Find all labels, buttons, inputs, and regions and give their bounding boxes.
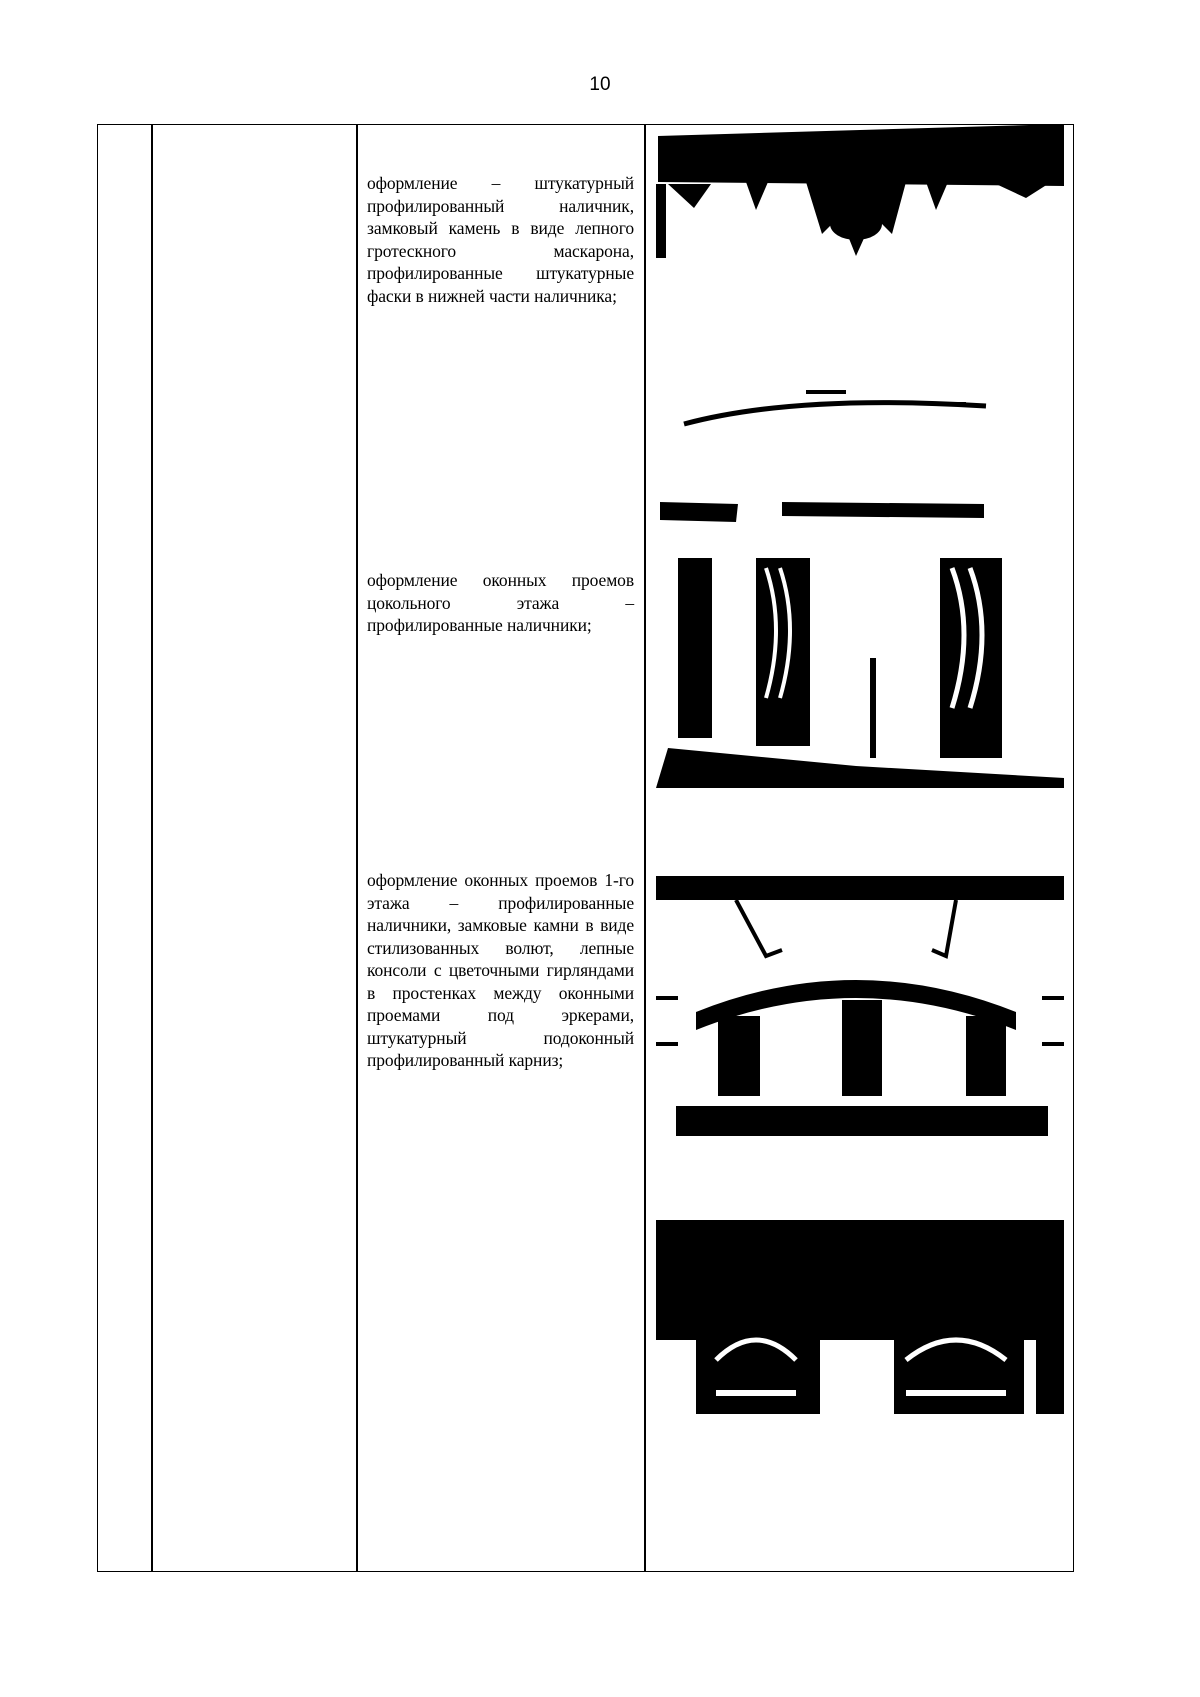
bay-window-garland-photo-icon: [656, 1220, 1064, 1414]
basement-windows-photo-icon: [656, 498, 1064, 788]
column-divider-1: [151, 124, 153, 1572]
column-divider-3: [644, 124, 646, 1572]
column-divider-2: [356, 124, 358, 1572]
page-number: 10: [589, 74, 611, 95]
window-mascaron-photo-icon: [656, 124, 1064, 428]
first-floor-windows-photo-icon: [656, 866, 1064, 1146]
description-text-2: оформление оконных проемов цокольного этажа – профилированные наличники;: [367, 570, 634, 635]
description-text-3: оформление оконных проемов 1-го этажа – профилированные наличники, замковые камни в виде стилизованных волют, лепные консоли с цветочными гирляндами в простенках между оконными проемами под эркерами, штукатурный подоконный профилированный карниз;: [367, 870, 634, 1070]
description-text-1: оформление – штукатурный профилированный наличник, замковый камень в виде лепного гротескного маскарона, профилированные штукатурные фаски в нижней части наличника;: [367, 173, 634, 306]
